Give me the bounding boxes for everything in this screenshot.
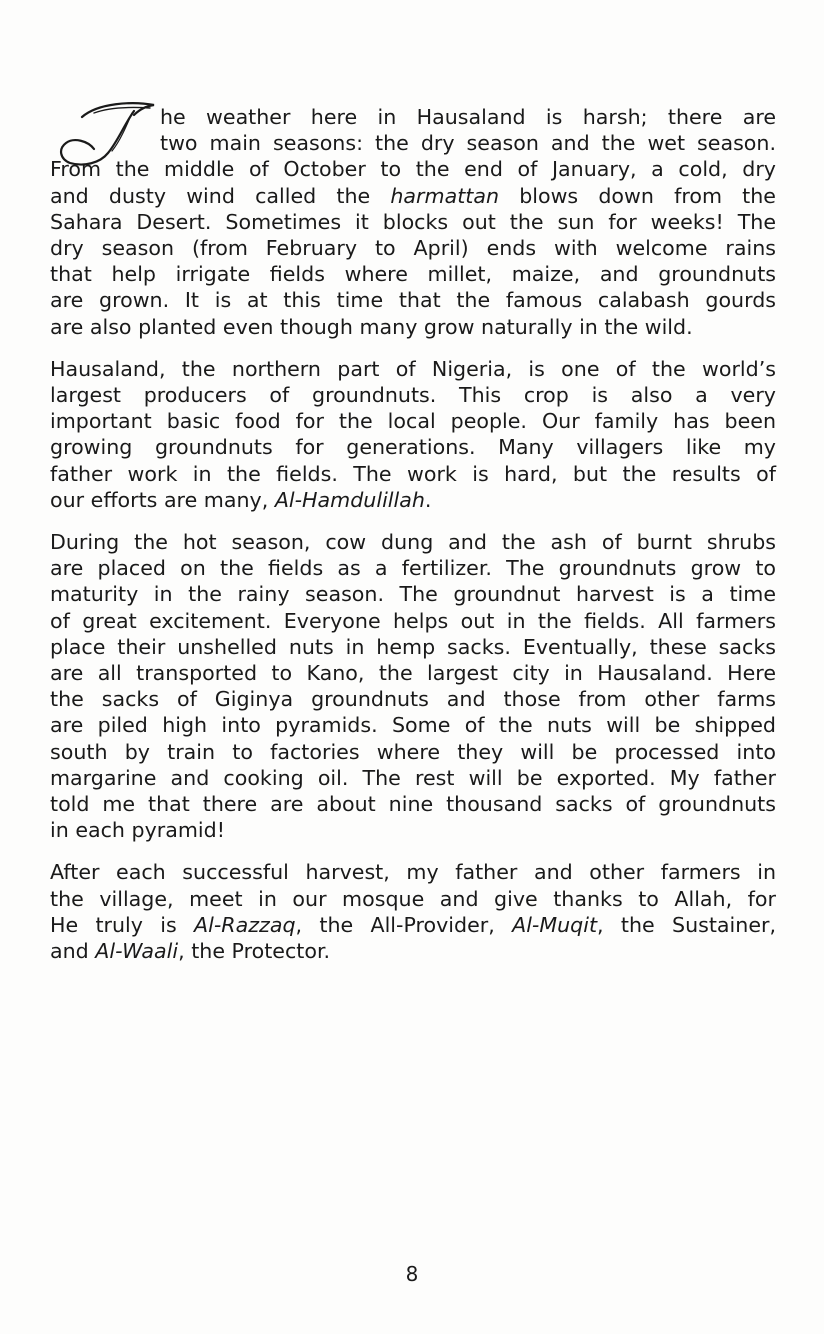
paragraph [50,859,776,964]
text-line [50,608,776,634]
text-line [50,938,776,964]
text-line [50,686,776,712]
italic-term: Al-Muqit [512,912,598,937]
italic-term: harmattan [390,183,500,208]
text-line [50,660,776,686]
text-run: south by train to factories where they will be processed into [50,739,776,764]
text-run: . [424,487,432,512]
text-line [50,156,776,182]
text-run: and [50,939,96,964]
text-line [50,287,776,313]
text-line [50,434,776,460]
text-line [50,555,776,581]
text-run: two main seasons: the dry season and the wet season. [160,131,776,156]
text-run: the village, meet in our mosque and give thanks to Allah, for [50,886,776,911]
text-run: largest producers of groundnuts. This crop is also a very [50,383,776,408]
text-run: He truly is [50,912,195,937]
text-run: of great excitement. Everyone helps out in the fields. All farmers [50,608,776,633]
italic-term: Al-Waali [95,939,179,964]
italic-term: Al-Razzaq [194,912,296,937]
text-line [50,634,776,660]
text-run: are all transported to Kano, the largest city in Hausaland. Here [50,661,776,686]
text-line [50,314,776,340]
text-run: important basic food for the local people. Our family has been [50,409,776,434]
text-line [50,261,776,287]
paragraph [50,104,776,340]
text-line [50,408,776,434]
text-line [50,130,776,156]
paragraph [50,529,776,843]
text-line [50,886,776,912]
text-line [50,791,776,817]
text-run: Hausaland, the northern part of Nigeria, is one of the world’s [50,356,776,381]
text-run: maturity in the rainy season. The groundnut harvest is a time [50,582,776,607]
text-line [50,529,776,555]
text-run: in each pyramid! [50,818,225,843]
text-run: are also planted even though many grow naturally in the wild. [50,314,693,339]
text-line [50,817,776,843]
text-run: From the middle of October to the end of January, a cold, dry [50,157,776,182]
text-run: are grown. It is at this time that the famous calabash gourds [50,288,776,313]
text-line [50,356,776,382]
text-run: told me that there are about nine thousand sacks of groundnuts [50,792,776,817]
text-run: , the All-Provider, [295,912,513,937]
page-number: 8 [405,1262,419,1286]
text-line [50,859,776,885]
text-line [50,712,776,738]
text-run: dry season (from February to April) ends with welcome rains [50,236,776,261]
text-line [50,209,776,235]
text-line [50,461,776,487]
text-run: that help irrigate fields where millet, maize, and groundnuts [50,262,776,287]
text-line [50,912,776,938]
text-line [50,382,776,408]
text-run: During the hot season, cow dung and the ash of burnt shrubs [50,530,776,555]
text-line [50,235,776,261]
text-run: , the Protector. [178,939,331,964]
text-line [50,104,776,130]
text-run: and dusty wind called the [50,183,391,208]
text-run: are piled high into pyramids. Some of the nuts will be shipped [50,713,776,738]
text-run: he weather here in Hausaland is harsh; there are [160,105,776,129]
text-run: father work in the fields. The work is hard, but the results of [50,461,776,486]
text-run: After each successful harvest, my father and other farmers in [50,860,776,885]
text-run: Sahara Desert. Sometimes it blocks out the sun for weeks! The [50,209,776,234]
text-line [50,183,776,209]
text-run: margarine and cooking oil. The rest will be exported. My father [50,765,776,790]
text-run: our efforts are many, [50,487,275,512]
text-line [50,581,776,607]
paragraph [50,356,776,513]
text-run: blows down from the [499,183,776,208]
text-run: place their unshelled nuts in hemp sacks. Eventually, these sacks [50,634,776,659]
body-text [50,104,776,980]
text-run: growing groundnuts for generations. Many villagers like my [50,435,776,460]
text-line [50,765,776,791]
text-run: the sacks of Giginya groundnuts and those from other farms [50,687,776,712]
text-line [50,739,776,765]
italic-term: Al-Hamdulillah [274,487,425,512]
text-line [50,487,776,513]
text-run: are placed on the fields as a fertilizer. The groundnuts grow to [50,556,776,581]
text-run: , the Sustainer, [597,912,777,937]
